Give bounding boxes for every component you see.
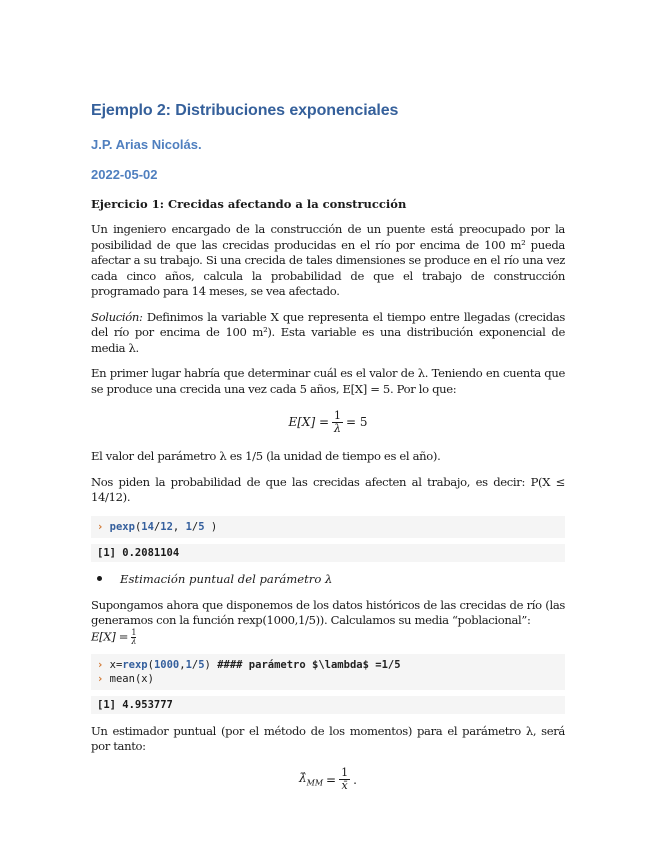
bullet-item xyxy=(91,572,565,586)
code-prompt: › xyxy=(97,520,104,533)
code-prompt: › xyxy=(97,672,104,685)
code-prompt: › xyxy=(97,658,104,671)
historical-eq-den: λ xyxy=(131,636,137,646)
code-output-mean: [1] 4.953777 xyxy=(91,696,565,714)
code-comment: #### parámetro $\lambda$ =1/5 xyxy=(217,658,401,671)
solution-text: Definimos la variable X que representa el tiempo entre llegadas (crecidas del río por encima de 100 m²). Esta variable es una distribución exponencial de media λ. xyxy=(91,309,565,355)
eq1-lhs: E[X] = xyxy=(288,415,330,429)
paragraph-solution xyxy=(91,310,565,357)
historical-eq-fraction xyxy=(131,629,136,646)
eq2-denominator: x̄ xyxy=(341,779,348,792)
eq1-denominator: λ xyxy=(334,421,341,435)
eq2-fraction xyxy=(339,767,350,792)
bullet-dot-icon xyxy=(97,576,102,581)
code-output-pexp: [1] 0.2081104 xyxy=(91,544,565,562)
code-block-rexp: › x=rexp(1000,1/5) #### parámetro $\lambda$ =1/5 › mean(x) xyxy=(91,654,565,690)
code-arg: 5 xyxy=(198,520,205,533)
eq1-fraction xyxy=(332,410,343,435)
document-author: J.P. Arias Nicolás. xyxy=(91,137,202,152)
historical-eq-num: 1 xyxy=(131,627,137,637)
paragraph-lambda: En primer lugar habría que determinar cuál es el valor de λ. Teniendo en cuenta que se produce una crecida una vez cada 5 años, E[X] = 5. Por lo que: xyxy=(91,366,565,396)
document-title: Ejemplo 2: Distribuciones exponenciales xyxy=(91,102,399,119)
document-date: 2022-05-02 xyxy=(91,167,158,182)
equation-estimator xyxy=(91,765,565,795)
eq2-lambda-hat: λ̂ xyxy=(299,771,307,786)
code-block-pexp: › pexp(14/12, 1/5 ) xyxy=(91,516,565,538)
exercise-heading: Ejercicio 1: Crecidas afectando a la construcción xyxy=(91,197,407,211)
paragraph-estimator: Un estimador puntual (por el método de los momentos) para el parámetro λ, será por tanto: xyxy=(91,723,565,753)
eq2-lhs xyxy=(299,771,323,787)
code-arg: 12 xyxy=(160,520,173,533)
eq2-subscript: MM xyxy=(306,778,324,788)
historical-text: Supongamos ahora que disponemos de los datos históricos de las crecidas de río (las generamos con la función rexp(1000,1/5)). Calculamos su media “poblacional”: xyxy=(91,597,565,627)
equation-expectation xyxy=(91,407,565,437)
code-arg: 1000 xyxy=(153,658,180,671)
eq1-rhs: = 5 xyxy=(346,415,368,429)
paragraph-parameter: El valor del parámetro λ es 1/5 (la unidad de tiempo es el año). xyxy=(91,449,441,463)
eq2-numerator: 1 xyxy=(341,766,349,779)
code-function: pexp xyxy=(109,520,135,533)
paragraph-problem: Un ingeniero encargado de la construcción de un puente está preocupado por la posibilidad de que las crecidas producidas en el río por encima de 100 m² pueda afectar a su trabajo. Si una crecida de tales dimensiones se produce en el río una vez cada cinco años, calcula la probabilidad de que el trabajo de construcción programado para 14 meses, se vea afectado. xyxy=(91,222,565,298)
eq2-end: . xyxy=(353,772,357,787)
code-arg: 5 xyxy=(198,658,205,671)
document-content xyxy=(91,102,565,807)
historical-eq-lhs: E[X] = xyxy=(91,629,129,643)
solution-label: Solución: xyxy=(91,309,143,324)
paragraph-historical xyxy=(91,598,565,646)
code-line-mean: mean(x) xyxy=(109,672,154,685)
code-arg: 14 xyxy=(141,520,154,533)
eq1-numerator: 1 xyxy=(334,408,342,422)
eq2-equals: = xyxy=(326,772,337,787)
paragraph-probability: Nos piden la probabilidad de que las crecidas afecten al trabajo, es decir: P(X ≤ 14/12). xyxy=(91,474,565,504)
code-function: rexp xyxy=(122,658,148,671)
code-arg: 1 xyxy=(185,520,192,533)
code-arg: 1 xyxy=(185,658,192,671)
code-var: x= xyxy=(109,658,123,671)
bullet-text: Estimación puntual del parámetro λ xyxy=(120,571,333,586)
